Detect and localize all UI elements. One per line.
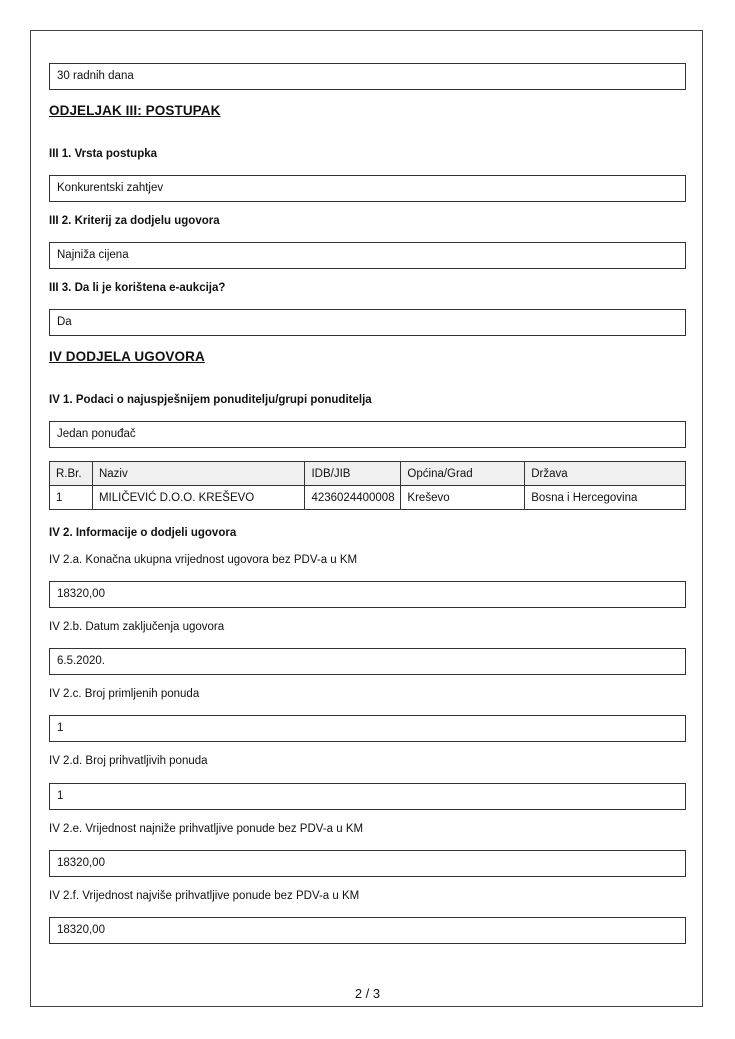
procedure-type-box [49, 175, 686, 202]
acceptable-offers-value: 1 [57, 790, 64, 802]
deadline-value-box [49, 63, 686, 90]
highest-offer-box [49, 917, 686, 944]
award-criterion-label: III 2. Kriterij za dodjelu ugovora [49, 215, 220, 227]
column-header-naziv: Naziv [92, 462, 305, 486]
award-criterion-box [49, 242, 686, 269]
cell-drzava: Bosna i Hercegovina [525, 486, 686, 510]
lowest-offer-value: 18320,00 [57, 857, 105, 869]
bidders-table [49, 461, 686, 510]
highest-offer-value: 18320,00 [57, 924, 105, 936]
acceptable-offers-box [49, 783, 686, 810]
e-auction-box [49, 309, 686, 336]
table-header-row [50, 462, 686, 486]
page-number: 2 / 3 [354, 986, 381, 1001]
e-auction-label: III 3. Da li je korištena e-aukcija? [49, 282, 226, 294]
acceptable-offers-label: IV 2.d. Broj prihvatljivih ponuda [49, 755, 208, 767]
highest-offer-label: IV 2.f. Vrijednost najviše prihvatljive ponude bez PDV-a u KM [49, 890, 360, 902]
procedure-type-label: III 1. Vrsta postupka [49, 148, 158, 160]
table-row [50, 486, 686, 510]
cell-opcina-grad: Kreševo [401, 486, 525, 510]
column-header-idb-jib: IDB/JIB [305, 462, 401, 486]
section-3-title: ODJELJAK III: POSTUPAK [49, 103, 221, 118]
procedure-type-value: Konkurentski zahtjev [57, 182, 164, 194]
cell-naziv: MILIČEVIĆ D.O.O. KREŠEVO [92, 486, 305, 510]
column-header-drzava: Država [525, 462, 686, 486]
bidder-info-value: Jedan ponuđač [57, 428, 136, 440]
bidder-info-label: IV 1. Podaci o najuspješnijem ponuditelju/grupi ponuditelja [49, 394, 372, 406]
contract-date-value: 6.5.2020. [57, 655, 105, 667]
column-header-opcina-grad: Općina/Grad [401, 462, 525, 486]
final-value: 18320,00 [57, 588, 105, 600]
received-offers-label: IV 2.c. Broj primljenih ponuda [49, 688, 200, 700]
e-auction-value: Da [57, 316, 72, 328]
section-4-title: IV DODJELA UGOVORA [49, 349, 205, 364]
cell-rbr: 1 [50, 486, 93, 510]
cell-idb-jib: 4236024400008 [305, 486, 401, 510]
contract-date-box [49, 648, 686, 675]
contract-date-label: IV 2.b. Datum zaključenja ugovora [49, 621, 225, 633]
lowest-offer-box [49, 850, 686, 877]
column-header-rbr: R.Br. [50, 462, 93, 486]
final-value-label: IV 2.a. Konačna ukupna vrijednost ugovora bez PDV-a u KM [49, 554, 358, 566]
received-offers-value: 1 [57, 722, 64, 734]
received-offers-box [49, 715, 686, 742]
deadline-value: 30 radnih dana [57, 70, 134, 82]
award-info-label: IV 2. Informacije o dodjeli ugovora [49, 527, 237, 539]
lowest-offer-label: IV 2.e. Vrijednost najniže prihvatljive ponude bez PDV-a u KM [49, 823, 364, 835]
award-criterion-value: Najniža cijena [57, 249, 129, 261]
bidder-info-box [49, 421, 686, 448]
final-value-box [49, 581, 686, 608]
